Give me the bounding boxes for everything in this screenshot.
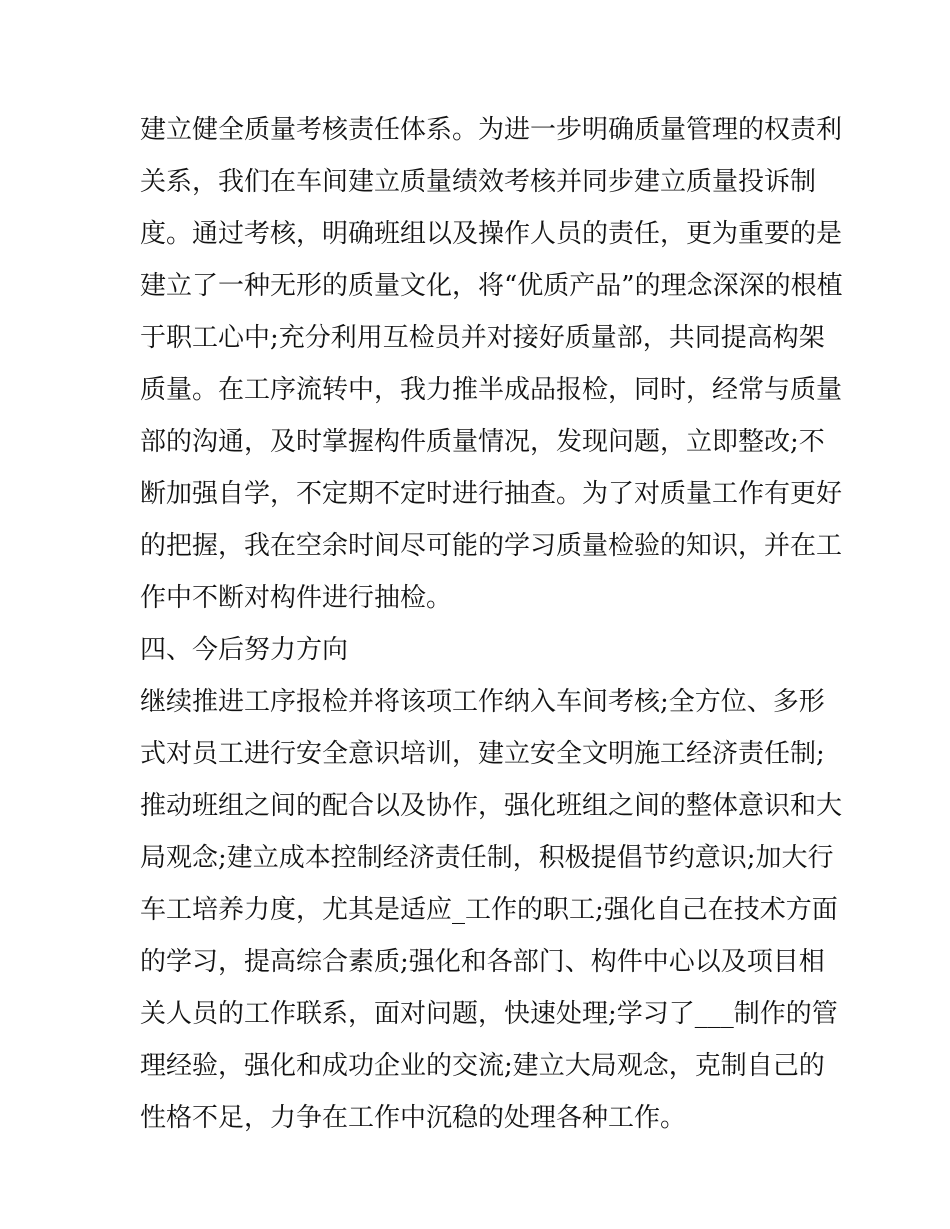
text-line: 质量。在工序流转中，我力推半成品报检，同时，经常与质量: [140, 375, 843, 405]
text-line: 式对员工进行安全意识培训，建立安全文明施工经济责任制;: [140, 739, 825, 769]
text-line: 的把握，我在空余时间尽可能的学习质量检验的知识，并在工: [140, 531, 843, 561]
text-line: 理经验，强化和成功企业的交流;建立大局观念，克制自己的: [140, 1051, 825, 1081]
text-line: 度。通过考核，明确班组以及操作人员的责任，更为重要的是: [140, 219, 843, 249]
text-line: 车工培养力度，尤其是适应_工作的职工;强化自己在技术方面: [140, 895, 838, 925]
text-line: 的学习，提高综合素质;强化和各部门、构件中心以及项目相: [140, 947, 825, 977]
paragraph-future-direction: [140, 676, 843, 1144]
text-line: 关人员的工作联系，面对问题，快速处理;学习了___制作的管: [140, 999, 838, 1029]
text-line: 建立了一种无形的质量文化，将“优质产品”的理念深深的根植: [140, 271, 843, 301]
text-line: 局观念;建立成本控制经济责任制，积极提倡节约意识;加大行: [140, 843, 834, 873]
text-line: 继续推进工序报检并将该项工作纳入车间考核;全方位、多形: [140, 687, 825, 717]
text-line: 建立健全质量考核责任体系。为进一步明确质量管理的权责利: [140, 115, 843, 145]
text-line: 断加强自学，不定期不定时进行抽查。为了对质量工作有更好: [140, 479, 843, 509]
document-body: [140, 104, 843, 1144]
text-line: 部的沟通，及时掌握构件质量情况，发现问题，立即整改;不: [140, 427, 825, 457]
text-line: 性格不足，力争在工作中沉稳的处理各种工作。: [140, 1103, 687, 1133]
paragraph-quality-system: [140, 104, 843, 624]
text-line: 作中不断对构件进行抽检。: [140, 583, 453, 613]
text-line: 推动班组之间的配合以及协作，强化班组之间的整体意识和大: [140, 791, 843, 821]
text-line: 于职工心中;充分利用互检员并对接好质量部，共同提高构架: [140, 323, 825, 353]
section-heading: 四、今后努力方向: [140, 635, 349, 665]
text-line: 关系，我们在车间建立质量绩效考核并同步建立质量投诉制: [140, 167, 817, 197]
